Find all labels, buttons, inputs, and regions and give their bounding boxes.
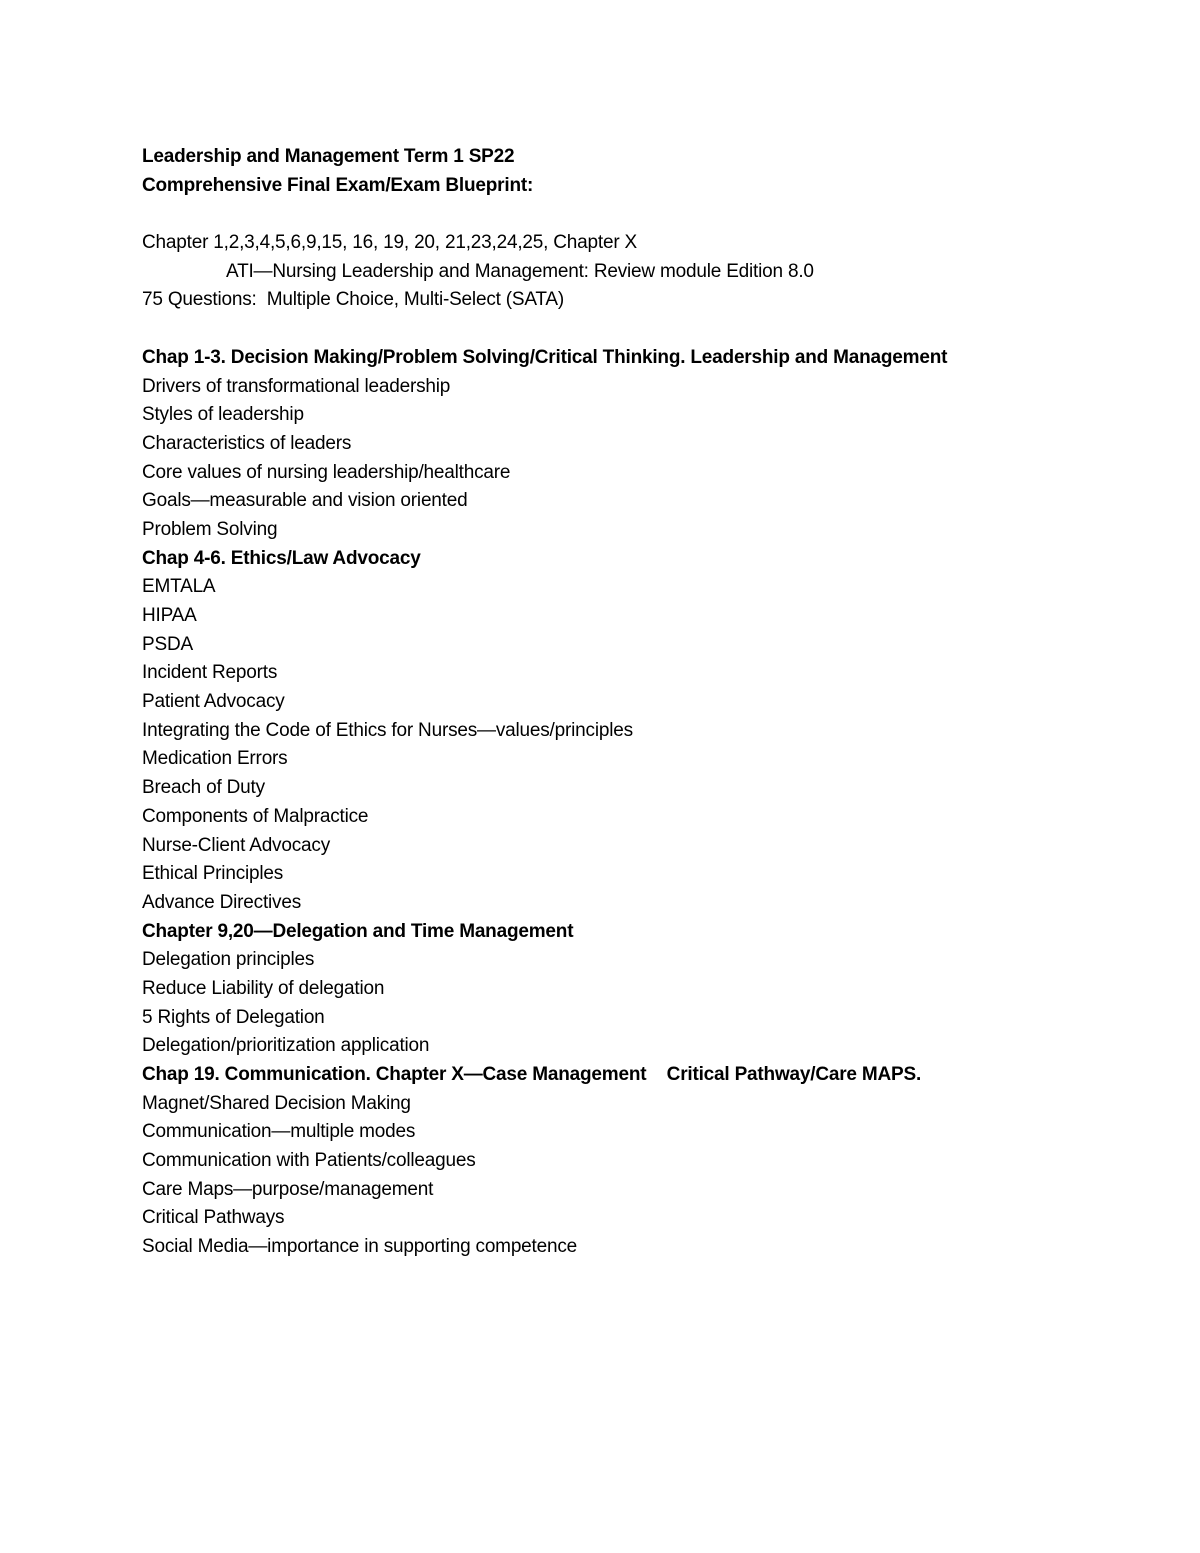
list-item: Characteristics of leaders	[142, 432, 352, 454]
section-delegation	[142, 918, 1142, 1061]
list-item: Magnet/Shared Decision Making	[142, 1092, 411, 1114]
list-item: Care Maps—purpose/management	[142, 1178, 434, 1200]
section-ethics-law	[142, 545, 1142, 918]
list-item: Integrating the Code of Ethics for Nurses—values/principles	[142, 719, 633, 741]
list-item: HIPAA	[142, 605, 197, 626]
section-decision-making	[142, 344, 1142, 545]
list-item: Breach of Duty	[142, 777, 265, 799]
spacer	[142, 200, 1142, 229]
section-heading: Chap 19. Communication. Chapter X—Case Management Critical Pathway/Care MAPS.	[142, 1064, 922, 1085]
list-item: PSDA	[142, 633, 193, 655]
document-subtitle: Comprehensive Final Exam/Exam Blueprint:	[142, 174, 534, 196]
list-item: Delegation principles	[142, 949, 315, 971]
spacer	[142, 315, 1142, 344]
list-item: Core values of nursing leadership/healthcare	[142, 461, 511, 483]
section-heading: Chap 1-3. Decision Making/Problem Solving/Critical Thinking. Leadership and Management	[142, 346, 948, 368]
list-item: Incident Reports	[142, 662, 278, 684]
list-item: Nurse-Client Advocacy	[142, 834, 330, 856]
question-format: 75 Questions: Multiple Choice, Multi-Select (SATA)	[142, 289, 565, 311]
list-item: Drivers of transformational leadership	[142, 375, 451, 397]
list-item: Styles of leadership	[142, 404, 304, 426]
list-item: Medication Errors	[142, 748, 288, 770]
list-item: Patient Advocacy	[142, 691, 285, 713]
section-communication	[142, 1061, 1142, 1262]
list-item: 5 Rights of Delegation	[142, 1006, 325, 1028]
list-item: Delegation/prioritization application	[142, 1035, 430, 1057]
list-item: Problem Solving	[142, 518, 278, 540]
list-item: Goals—measurable and vision oriented	[142, 490, 468, 512]
list-item: Social Media—importance in supporting competence	[142, 1236, 578, 1258]
document-content	[142, 143, 1142, 1262]
list-item: Ethical Principles	[142, 863, 284, 885]
list-item: Reduce Liability of delegation	[142, 977, 385, 999]
section-heading: Chapter 9,20—Delegation and Time Management	[142, 920, 574, 942]
chapter-list: Chapter 1,2,3,4,5,6,9,15, 16, 19, 20, 21,23,24,25, Chapter X	[142, 232, 638, 254]
list-item: Communication—multiple modes	[142, 1121, 416, 1143]
document-title: Leadership and Management Term 1 SP22	[142, 146, 515, 167]
list-item: Critical Pathways	[142, 1207, 285, 1229]
list-item: Advance Directives	[142, 891, 302, 913]
list-item: EMTALA	[142, 576, 216, 598]
list-item: Components of Malpractice	[142, 805, 369, 827]
list-item: Communication with Patients/colleagues	[142, 1150, 476, 1172]
ati-reference: ATI—Nursing Leadership and Management: Review module Edition 8.0	[226, 260, 814, 282]
section-heading: Chap 4-6. Ethics/Law Advocacy	[142, 547, 421, 569]
